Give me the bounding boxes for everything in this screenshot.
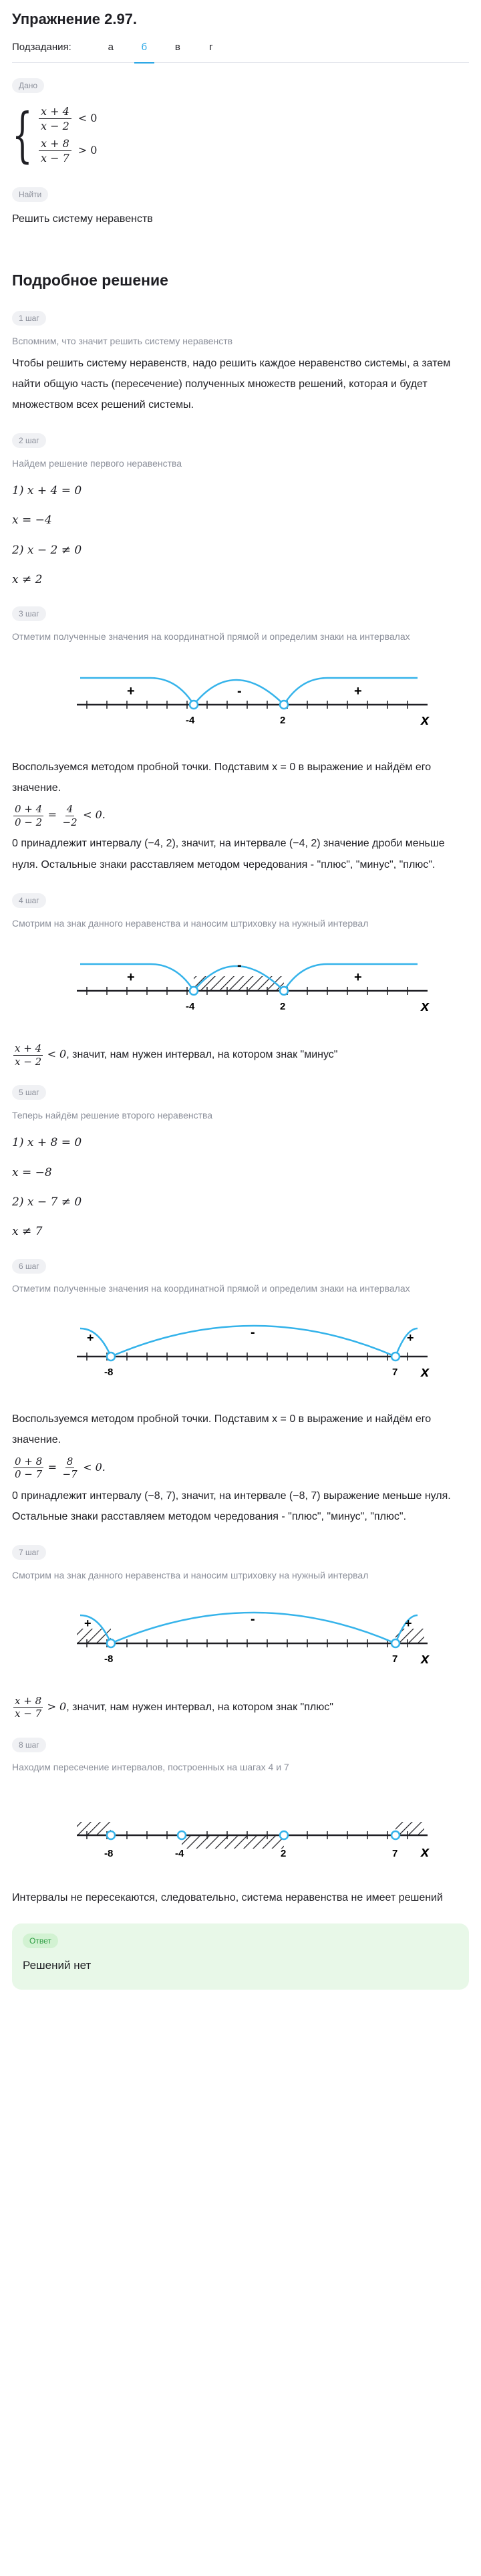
step-5 [12,1084,469,1240]
step-3 [12,606,469,874]
sign-minus: - [251,1325,255,1340]
inequality-1: $\frac{x + 4}{x - 2}$ < 0 [36,106,97,132]
inequality-2: $\frac{x + 8}{x - 7}$ > 0 [36,138,97,164]
page-title: Упражнение 2.97. [12,11,138,27]
equation-line: 1) x + 8 = 0 [12,1136,82,1150]
step-badge: 1 шаг [12,311,46,326]
system-brace: { [12,100,33,169]
step-text: 0 принадлежит интервалу (−4, 2), значит, на интервале (−4, 2) значение дроби меньше нуля. Остальные знаки расставляем методом чередования - "плюс", "минус", "плюс". [12,838,445,870]
equation-line: x ≠ 7 [12,1225,43,1239]
step-conclusion: $\frac{x + 4}{x - 2}$ < 0, значит, нам нужен интервал, на котором знак "минус" [15,1042,338,1068]
subtasks-bar [12,32,469,63]
tab-b[interactable]: б [128,32,161,63]
sign-plus: + [87,1331,94,1345]
trial-calc: $\frac{0 + 4}{0 - 2}$ = $\frac{4}{-2}$ < 0. [15,803,106,828]
step-hint: Теперь найдём решение второго неравенства [12,1110,213,1121]
step-hint: Смотрим на знак данного неравенства и наносим штриховку на нужный интервал [12,1569,369,1580]
tick-label: 2 [280,1001,286,1013]
tick-label: 7 [392,1848,398,1860]
step-text: Воспользуемся методом пробной точки. Подставим x = 0 в выражение и найдём его значение. [12,762,432,794]
step-2 [12,433,469,588]
given-section [12,78,469,172]
step-hint: Найдем решение первого неравенства [12,458,182,469]
answer-text: Решений нет [23,1959,92,1972]
step-badge: 2 шаг [12,433,46,448]
tick-label: -8 [104,1367,114,1379]
solution-title: Подробное решение [12,271,168,289]
step-7 [12,1544,469,1720]
number-line-step4 [40,943,441,1016]
sign-minus: - [251,1611,255,1627]
tab-a[interactable]: а [108,41,114,53]
sign-minus: - [237,684,242,699]
step-hint: Отметим полученные значения на координатной прямой и определим знаки на интервалах [12,631,410,642]
number-line-step3 [40,657,441,730]
axis-label: x [421,1843,430,1861]
tick-label: -8 [104,1848,114,1860]
axis-label: x [421,711,430,729]
tick-label: 2 [280,715,286,727]
step-text: Интервалы не пересекаются, следовательно, система неравенства не имеет решений [12,1892,443,1904]
find-section [12,187,469,228]
equation-line: x = −4 [12,513,52,528]
step-text: Воспользуемся методом пробной точки. Подставим x = 0 в выражение и найдём его значение. [12,1413,432,1446]
step-badge: 7 шаг [12,1545,46,1560]
step-text: Чтобы решить систему неравенств, надо решить каждое неравенство системы, а затем найти общую часть (пересечение) полученных множеств решений, которая и будет множеством всех решений системы. [12,357,451,411]
equation-line: x = −8 [12,1165,52,1179]
inequality-system [12,98,469,172]
tick-label: 7 [392,1367,398,1379]
step-hint: Смотрим на знак данного неравенства и наносим штриховку на нужный интервал [12,917,369,929]
step-badge: 5 шаг [12,1085,46,1100]
number-line-step7 [40,1595,441,1669]
tick-label: 7 [392,1653,398,1665]
equation-line: 1) x + 4 = 0 [12,483,82,497]
sign-minus: - [237,958,242,973]
step-badge: 3 шаг [12,606,46,621]
step-badge: 4 шаг [12,893,46,908]
axis-label: x [421,1649,430,1667]
axis-label: x [421,1363,430,1381]
tick-label: -4 [175,1848,184,1860]
sign-plus: + [354,684,362,699]
tab-g[interactable]: г [209,41,213,53]
tick-label: -4 [186,715,195,727]
step-1 [12,310,469,415]
step-8 [12,1737,469,1909]
tick-label: -4 [186,1001,195,1013]
trial-calc: $\frac{0 + 8}{0 - 7}$ = $\frac{8}{-7}$ < 0. [15,1455,106,1481]
sign-plus: + [407,1331,414,1345]
answer-badge: Ответ [23,1934,58,1948]
sign-plus: + [127,684,135,699]
sign-plus: + [127,970,135,985]
step-hint: Отметим полученные значения на координатной прямой и определим знаки на интервалах [12,1283,410,1294]
step-text: 0 принадлежит интервалу (−8, 7), значит, на интервале (−8, 7) выражение меньше нуля. Остальные знаки расставляем методом чередования - "плюс", "минус", "плюс". [12,1490,451,1522]
step-hint: Находим пересечение интервалов, построенных на шагах 4 и 7 [12,1762,289,1773]
step-badge: 6 шаг [12,1259,46,1274]
subtasks-label: Подзадания: [12,41,71,53]
given-badge: Дано [12,78,44,93]
equation-line: 2) x − 2 ≠ 0 [12,543,82,557]
sign-plus: + [354,970,362,985]
answer-box [12,1923,469,1990]
step-6 [12,1258,469,1527]
number-line-step8 [40,1787,441,1861]
sign-plus: + [405,1616,412,1630]
equation-line: 2) x − 7 ≠ 0 [12,1195,82,1209]
equation-line: x ≠ 2 [12,573,43,586]
find-badge: Найти [12,187,48,202]
find-text: Решить систему неравенств [12,213,153,225]
step-hint: Вспомним, что значит решить систему неравенств [12,335,233,346]
step-badge: 8 шаг [12,1738,46,1752]
tab-v[interactable]: в [174,41,180,53]
tick-label: 2 [281,1848,287,1860]
tick-label: -8 [104,1653,114,1665]
axis-label: x [421,998,430,1015]
sign-plus: + [84,1616,92,1630]
step-conclusion: $\frac{x + 8}{x - 7}$ > 0, значит, нам нужен интервал, на котором знак "плюс" [15,1694,333,1720]
number-line-step6 [40,1308,441,1382]
step-4 [12,893,469,1068]
